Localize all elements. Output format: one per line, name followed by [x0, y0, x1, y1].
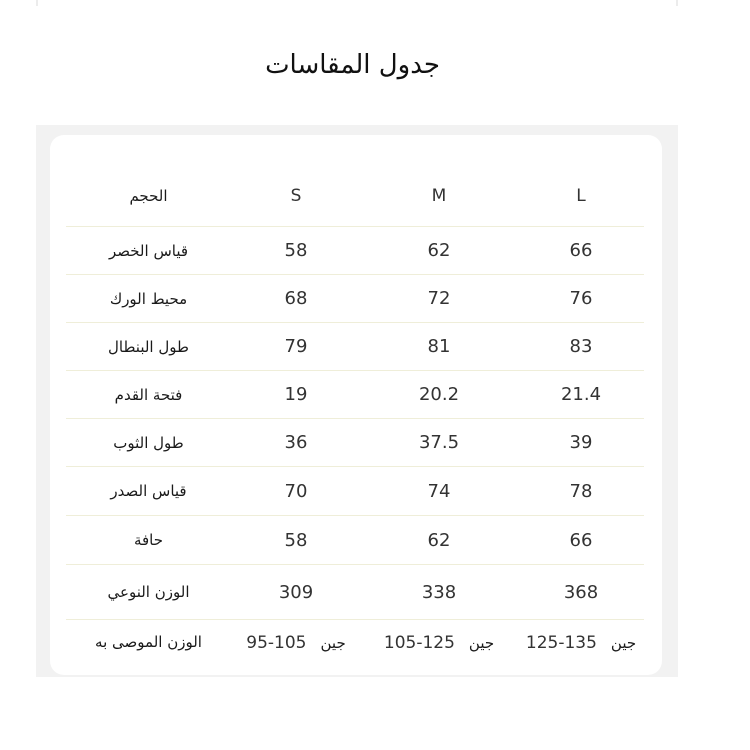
table-cell: 68: [284, 288, 308, 309]
table-row: [66, 371, 644, 419]
recommended-cell-m: [374, 632, 504, 653]
table-cell: 62: [427, 529, 451, 551]
row-label-recommended-weight: الوزن الموصى به: [95, 633, 202, 651]
table-cell: 83: [569, 336, 593, 357]
table-row: [66, 467, 644, 516]
table-cell: 21.4: [560, 384, 602, 405]
table-cell: 78: [569, 480, 593, 502]
table-cell: 338: [421, 581, 457, 603]
table-cell: 81: [427, 336, 451, 357]
row-label-hip: محيط الورك: [109, 289, 188, 308]
table-row: [66, 419, 644, 467]
table-cell: 74: [427, 480, 451, 502]
size-table-card: [50, 135, 662, 675]
table-cell: 37.5: [418, 432, 460, 453]
size-header-label: الحجم: [129, 186, 168, 205]
row-label-hem: حافة: [133, 531, 164, 549]
row-label-pants-length: طول البنطال: [108, 337, 189, 356]
table-cell: 36: [284, 432, 308, 453]
recommended-unit: جين: [320, 633, 346, 652]
recommended-range: 95-105: [246, 632, 307, 653]
table-cell: 66: [569, 529, 593, 551]
table-cell: 70: [284, 480, 308, 502]
recommended-range: 105-125: [383, 632, 455, 653]
page-title: جدول المقاسات: [265, 50, 440, 80]
top-divider-left: [36, 0, 38, 6]
table-cell: 368: [563, 581, 599, 603]
row-label-leg-opening: فتحة القدم: [114, 385, 183, 404]
table-cell: 39: [569, 432, 593, 453]
table-row: [66, 227, 644, 275]
table-cell: 79: [284, 336, 308, 357]
top-divider-right: [676, 0, 678, 6]
table-cell: 19: [284, 384, 308, 405]
table-row-recommended: [66, 621, 644, 663]
recommended-unit: جين: [468, 633, 495, 652]
table-cell: 58: [284, 529, 308, 551]
table-row: [66, 275, 644, 323]
size-header-l: L: [576, 185, 586, 206]
row-label-garment-length: طول الثوب: [113, 433, 184, 452]
recommended-cell-l: [516, 632, 646, 653]
size-header-s: S: [290, 185, 302, 206]
recommended-cell-s: [231, 632, 361, 653]
table-cell: 62: [427, 240, 451, 261]
table-row: [66, 323, 644, 371]
row-label-waist: قياس الخصر: [108, 241, 189, 260]
table-cell: 309: [278, 581, 314, 603]
size-header-m: M: [431, 185, 447, 206]
row-label-chest: قياس الصدر: [110, 482, 187, 500]
table-cell: 76: [569, 288, 593, 309]
table-header-row: [66, 165, 644, 227]
recommended-unit: جين: [610, 633, 637, 652]
table-cell: 66: [569, 240, 593, 261]
table-cell: 20.2: [418, 384, 460, 405]
table-cell: 58: [284, 240, 308, 261]
table-row: [66, 565, 644, 620]
recommended-range: 125-135: [525, 632, 597, 653]
table-row: [66, 516, 644, 565]
row-label-weight: الوزن النوعي: [107, 583, 190, 601]
table-cell: 72: [427, 288, 451, 309]
